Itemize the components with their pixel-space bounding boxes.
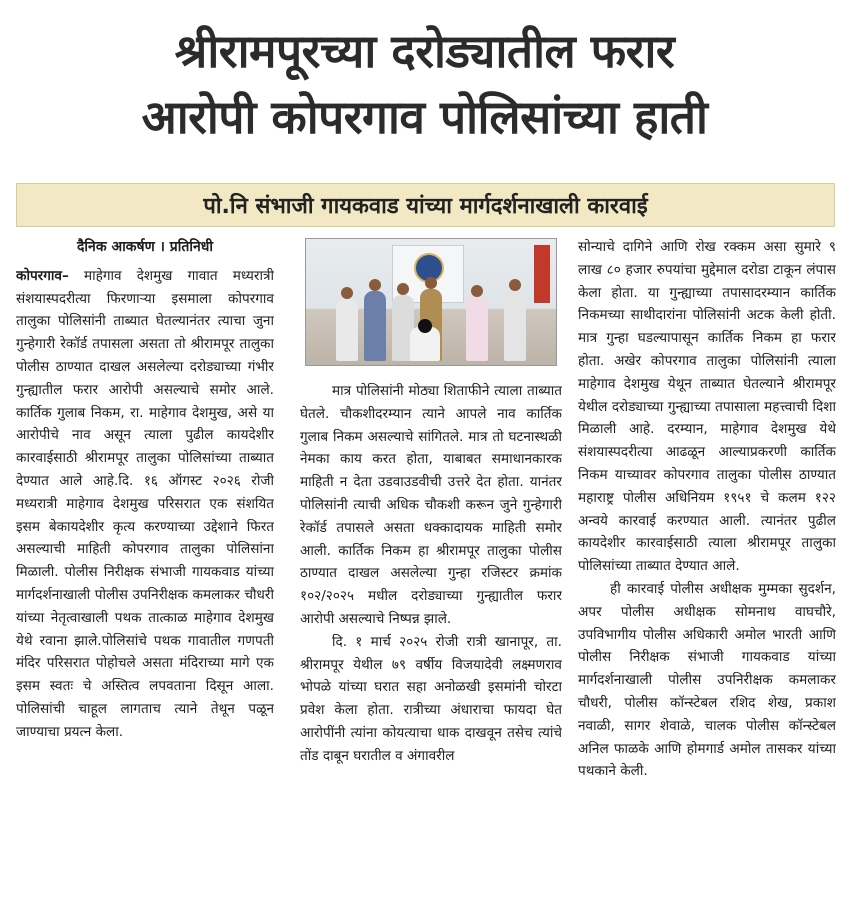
photo-person-5-head xyxy=(471,285,483,297)
dateline: कोपरगाव– xyxy=(16,267,69,284)
article-column-3 xyxy=(578,236,836,896)
news-photo xyxy=(305,238,557,366)
subheadline-text: पो.नि संभाजी गायकवाड यांच्या मार्गदर्शनाखाली कारवाई xyxy=(203,194,648,219)
column-3-paragraph-2: ही कारवाई पोलीस अधीक्षक मुम्मका सुदर्शन, अपर पोलीस अधीक्षक सोमनाथ वाघचौरे, उपविभागीय पोलीस अधिकारी अमोल भारती आणि पोलीस निरीक्षक संभाजी गायकवाड यांच्या मार्गदर्शनाखाली पोलीस उपनिरीक्षक कमलाकर चौधरी, पोलीस कॉन्स्टेबल रशिद शेख, प्रकाश नवाळी, सागर शेवाळे, चालक पोलीस कॉन्स्टेबल अनिल फाळके आणि होमगार्ड अमोल तासकर यांच्या पथकाने केली. xyxy=(578,580,836,780)
headline xyxy=(0,18,849,150)
column-2-paragraph-1: मात्र पोलिसांनी मोठ्या शिताफीने त्याला ताब्यात घेतले. चौकशीदरम्यान त्याने आपले नाव कार्तिक गुलाब निकम असल्याचे सांगितले. मात्र तो घटनास्थळी नेमका काय करत होता, याबाबत समाधानकारक माहिती न देता उडवाउडवीची उत्तरे देत होता. यानंतर पोलिसांनी त्याची अधिक चौकशी करून जुने गुन्हेगारी रेकॉर्ड तपासले असता धक्कादायक माहिती समोर आली. कार्तिक निकम हा श्रीरामपूर तालुका पोलीस ठाण्यात दाखल असलेल्या गुन्हा रजिस्टर क्रमांक १०२/२०२५ मधील दरोड्याच्या गुन्ह्यातील फरार आरोपी असल्याचे निष्पन्न झाले. xyxy=(300,383,562,627)
photo-accused-head xyxy=(418,319,432,333)
column-2-paragraph-2: दि. १ मार्च २०२५ रोजी रात्री खानापूर, ता. श्रीरामपूर येथील ७९ वर्षीय विजयादेवी लक्ष्मणराव भोपळे यांच्या घरात सहा अनोळखी इसमांनी चोरटा प्रवेश केला होता. रात्रीच्या अंधाराचा फायदा घेत आरोपींनी त्यांना कोयत्याचा धाक दाखवून तसेच त्यांचे तोंड दाबून घरातील व अंगावरील xyxy=(300,633,562,764)
subheadline-banner xyxy=(16,183,835,227)
photo-person-3-head xyxy=(397,283,409,295)
photo-person-2 xyxy=(364,291,386,361)
headline-line-2: आरोपी कोपरगाव पोलिसांच्या हाती xyxy=(141,90,708,144)
photo-person-2-head xyxy=(369,279,381,291)
photo-person-1 xyxy=(336,299,358,361)
column-1-text: माहेगाव देशमुख गावात मध्यरात्री संशयास्पदरीत्या फिरणाऱ्या इसमाला कोपरगाव तालुका पोलिसांनी ताब्यात घेतल्यानंतर त्याचा जुना गुन्हेगारी रेकॉर्ड तपासला असता तो श्रीरामपूर तालुका पोलीस ठाण्यात दाखल असलेल्या दरोड्याच्या गंभीर गुन्ह्यातील फरार आरोपी असल्याचे समोर आले. कार्तिक गुलाब निकम, रा. माहेगाव देशमुख, असे या आरोपीचे नाव असून त्याला पुढील कायदेशीर कारवाईसाठी श्रीरामपूर तालुका पोलिसांच्या ताब्यात देण्यात आले आहे.दि. १६ ऑगस्ट २०२६ रोजी मध्यरात्री माहेगाव देशमुख परिसरात एक संशयित इसम बेकायदेशीर कृत्य करण्याच्या उद्देशाने फिरत असल्याची माहिती कोपरगाव तालुका पोलिसांना मिळाली. पोलीस निरीक्षक संभाजी गायकवाड यांच्या मार्गदर्शनाखाली पोलीस उपनिरीक्षक कमलाकर चौधरी यांच्या नेतृत्वाखाली पथक तात्काळ माहेगाव देशमुख येथे रवाना झाले.पोलिसांचे पथक गावातील गणपती मंदिर परिसरात पोहोचले असता मंदिराच्या मागे एक इसम स्वतः चे अस्तित्व लपवताना दिसून आला. पोलिसांची चाहूल लागताच त्याने तेथून पळून जाण्याचा प्रयत्न केला. xyxy=(16,267,274,740)
headline-line-1: श्रीरामपूरच्या दरोड्यातील फरार xyxy=(174,24,675,78)
photo-person-1-head xyxy=(341,287,353,299)
photo-person-5 xyxy=(466,297,488,361)
article-column-1 xyxy=(16,236,274,896)
column-1-paragraph xyxy=(16,265,274,744)
photo-flag xyxy=(534,245,550,303)
photo-person-6-head xyxy=(509,279,521,291)
byline: दैनिक आकर्षण । प्रतिनिधी xyxy=(77,239,213,255)
column-3-paragraph-1: सोन्याचे दागिने आणि रोख रक्कम असा सुमारे ९ लाख ८० हजार रुपयांचा मुद्देमाल दरोडा टाकून लंपास केला होता. या गुन्ह्याच्या तपासादरम्यान कार्तिक निकमच्या साथीदारांना पोलिसांनी अटक केली होती. मात्र गुन्हा घडल्यापासून कार्तिक निकम हा फरार होता. अखेर कोपरगाव तालुका पोलिसांनी त्याला माहेगाव देशमुख येथून ताब्यात घेतल्याने श्रीरामपूर येथील दरोड्याच्या गुन्ह्याच्या तपासाला महत्त्वाची दिशा मिळाली आहे. दरम्यान, माहेगाव देशमुख येथे संशयास्पदरीत्या आढळून आल्याप्रकरणी कार्तिक निकम याच्यावर कोपरगाव तालुका पोलीस ठाण्यात महाराष्ट्र पोलीस अधिनियम १९५१ चे कलम १२२ अन्वये कारवाई करण्यात आली. त्यानंतर पुढील कायदेशीर कारवाईसाठी त्याला श्रीरामपूर तालुका पोलिसांच्या ताब्यात देण्यात आले. xyxy=(578,239,836,575)
photo-person-4-head xyxy=(425,277,437,289)
photo-person-6 xyxy=(504,291,526,361)
article-column-2 xyxy=(300,236,562,896)
